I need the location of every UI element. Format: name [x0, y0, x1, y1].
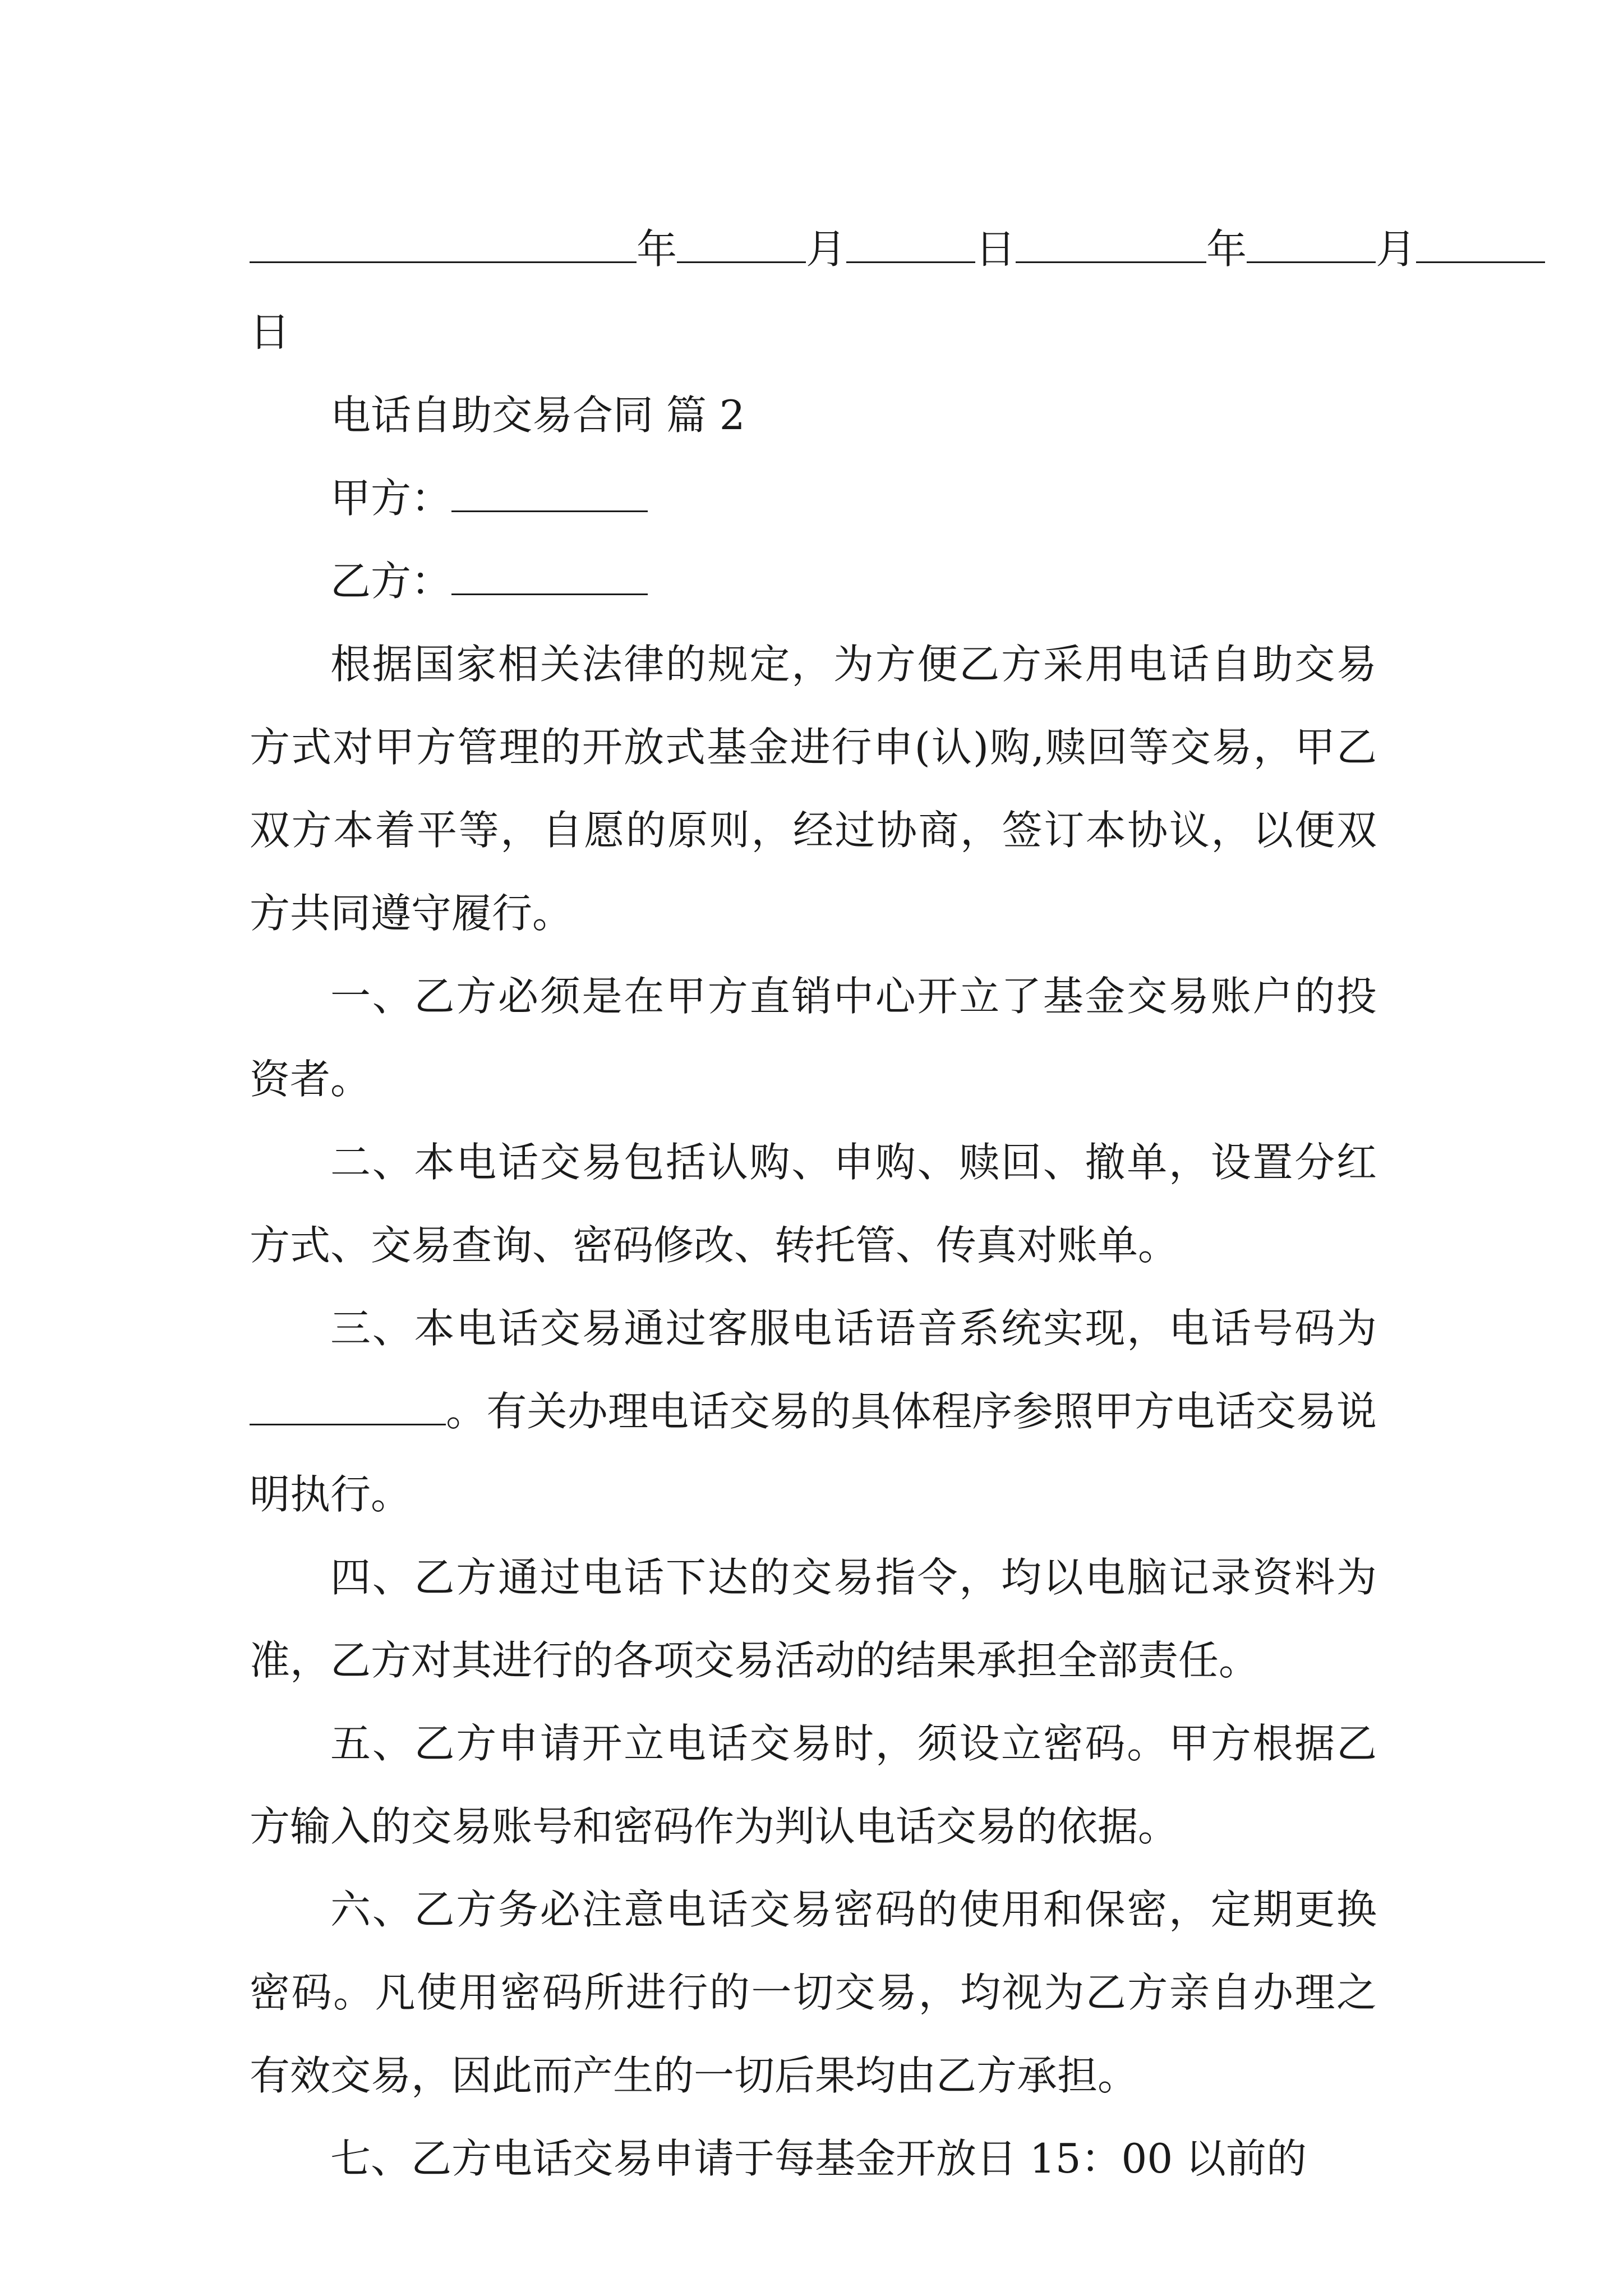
date-year-label: 年: [637, 226, 677, 273]
party-b-blank: [451, 560, 648, 595]
month-blank: [677, 228, 806, 263]
month-blank-2: [1247, 228, 1376, 263]
clause-2: 二、本电话交易包括认购、申购、赎回、撤单，设置分红方式、交易查询、密码修改、转托管、传真对账单。: [250, 1139, 1377, 1269]
signature-date-line: [250, 208, 1417, 291]
date-year-label-2: 年: [1206, 226, 1247, 273]
day-blank-2: [1416, 228, 1545, 263]
clause-3-text-a: 三、本电话交易通过客服电话语音系统实现，电话号码为: [330, 1305, 1377, 1352]
date-day-wrap: [250, 291, 1377, 374]
clause-3-text-b: 。有关办理电话交易的具体程序参照甲方电话交易说明执行。: [250, 1388, 1377, 1518]
party-b-label: 乙方：: [330, 558, 452, 605]
date-month-label: 月: [806, 226, 847, 273]
clause-5: 五、乙方申请开立电话交易时，须设立密码。甲方根据乙方输入的交易账号和密码作为判认电话交易的依据。: [250, 1720, 1377, 1850]
signature-blank-2: [1016, 228, 1206, 263]
clause-7: 七、乙方电话交易申请于每基金开放日 15：00 以前的: [330, 2135, 1307, 2182]
signature-blank: [250, 228, 637, 263]
date-day-label-2: 日: [250, 309, 291, 356]
party-a-line: [250, 457, 1377, 540]
day-blank: [846, 228, 975, 263]
phone-number-blank: [250, 1390, 446, 1425]
party-a-label: 甲方：: [330, 475, 452, 522]
date-day-label: 日: [975, 226, 1016, 273]
party-b-line: [250, 540, 1377, 623]
contract-title: 电话自助交易合同 篇 2: [330, 392, 745, 439]
clause-4: 四、乙方通过电话下达的交易指令，均以电脑记录资料为准，乙方对其进行的各项交易活动的结果承担全部责任。: [250, 1554, 1377, 1684]
document-body: [250, 208, 1417, 2200]
date-month-label-2: 月: [1376, 226, 1417, 273]
clause-1: 一、乙方必须是在甲方直销中心开立了基金交易账户的投资者。: [250, 973, 1377, 1103]
preamble-paragraph: 根据国家相关法律的规定，为方便乙方采用电话自助交易方式对甲方管理的开放式基金进行申(认)购,赎回等交易，甲乙双方本着平等，自愿的原则，经过协商，签订本协议，以便双方共同遵守履行。: [250, 641, 1377, 937]
party-a-blank: [451, 477, 648, 512]
clause-6: 六、乙方务必注意电话交易密码的使用和保密，定期更换密码。凡使用密码所进行的一切交易，均视为乙方亲自办理之有效交易，因此而产生的一切后果均由乙方承担。: [250, 1886, 1377, 2099]
clause-3: [250, 1287, 1377, 1536]
